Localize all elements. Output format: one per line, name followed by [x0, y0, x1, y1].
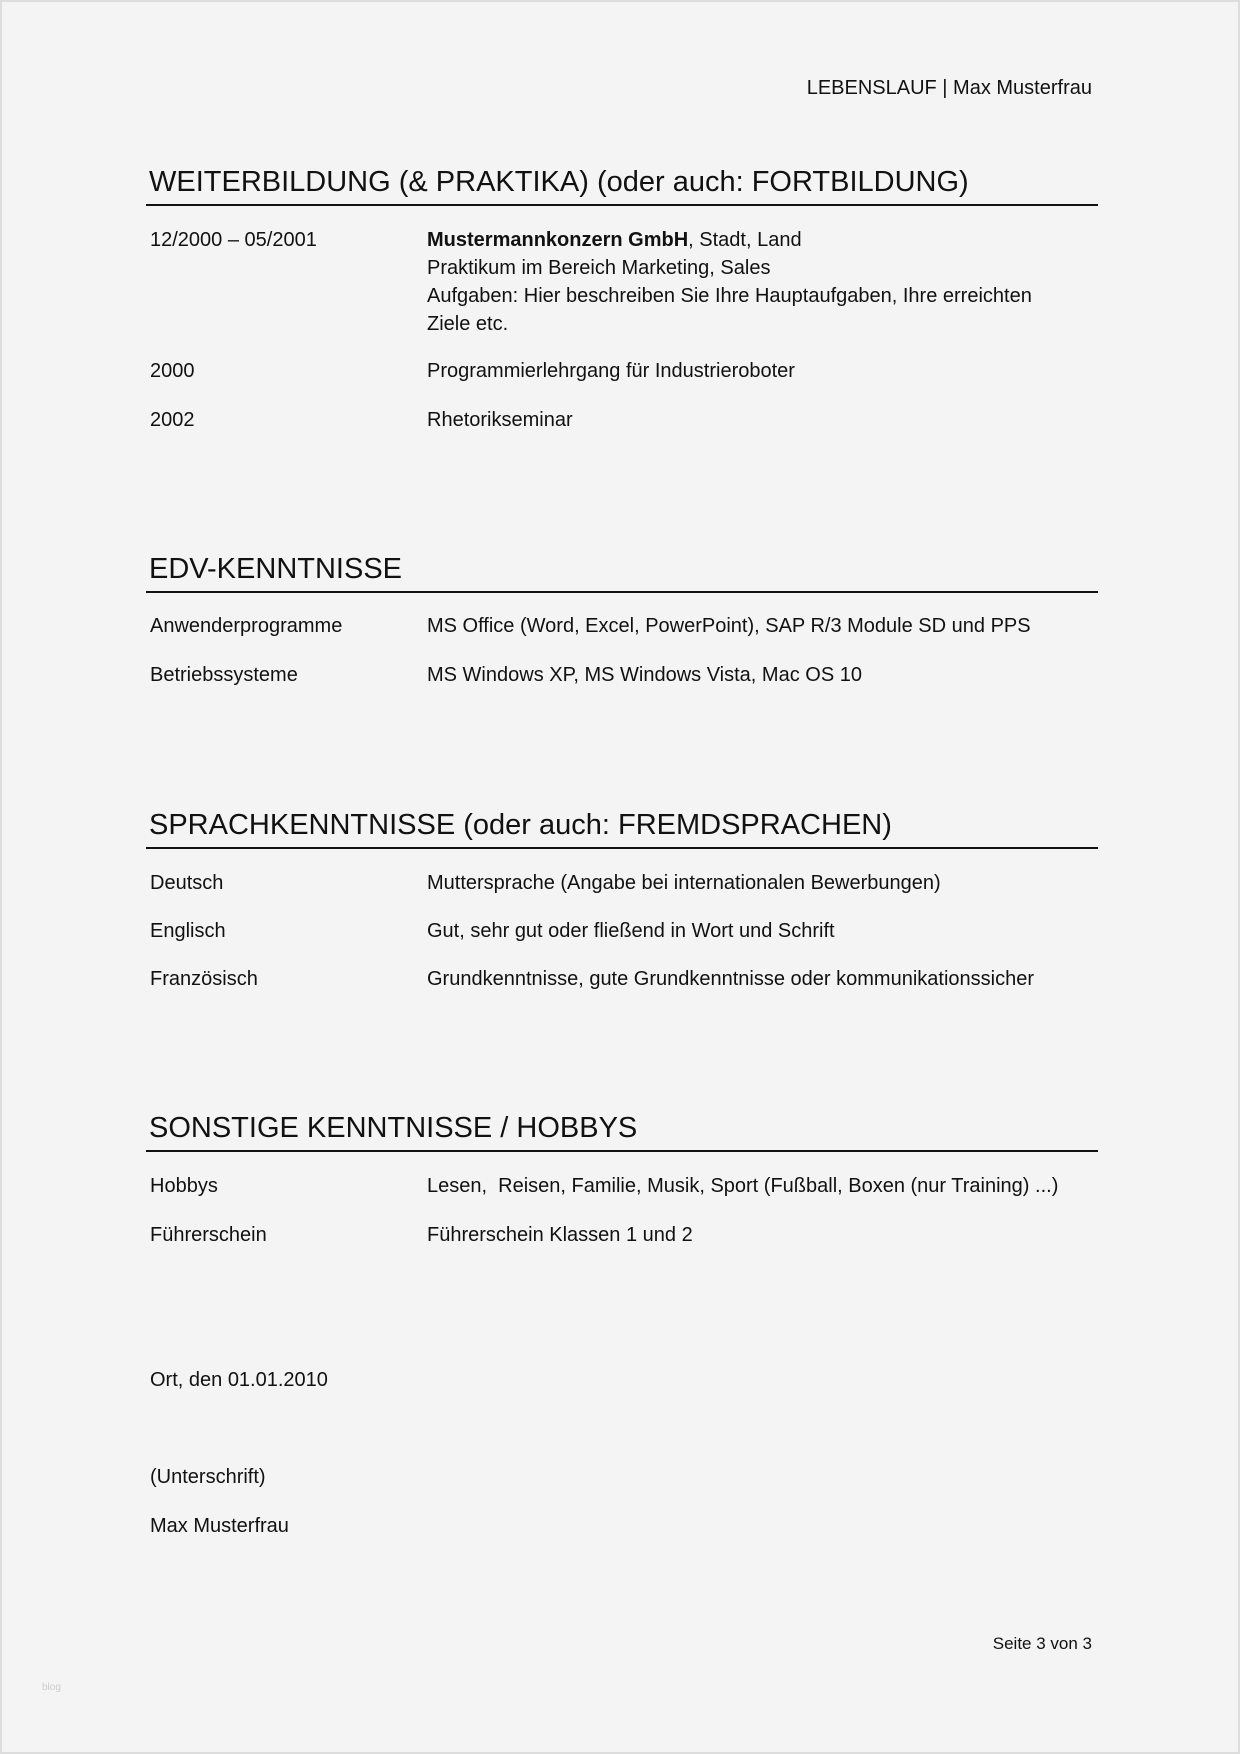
row-value: Rhetorikseminar: [427, 409, 573, 431]
row-label: Deutsch: [150, 872, 224, 894]
section-title-edv: EDV-KENNTNISSE: [149, 553, 402, 585]
row-label: Betriebssysteme: [150, 664, 298, 686]
row-label: 2002: [150, 409, 195, 431]
company-name: Mustermannkonzern GmbH: [427, 229, 689, 251]
section-title-sprachkenntnisse: SPRACHKENNTNISSE (oder auch: FREMDSPRACHEN): [149, 809, 892, 841]
row-line: Praktikum im Bereich Marketing, Sales: [427, 257, 771, 279]
row-value: MS Windows XP, MS Windows Vista, Mac OS 10: [427, 664, 862, 686]
section-divider: [146, 591, 1098, 593]
row-value: Muttersprache (Angabe bei internationalen Bewerbungen): [427, 872, 941, 894]
row-value: Gut, sehr gut oder fließend in Wort und Schrift: [427, 920, 835, 942]
section-title-sonstige: SONSTIGE KENNTNISSE / HOBBYS: [149, 1112, 638, 1144]
page-number: Seite 3 von 3: [992, 1634, 1092, 1653]
row-value: Lesen, Reisen, Familie, Musik, Sport (Fußball, Boxen (nur Training) ...): [427, 1175, 1059, 1197]
row-label: 2000: [150, 360, 195, 382]
row-label: 12/2000 – 05/2001: [150, 229, 317, 251]
row-company: [427, 228, 802, 252]
section-divider: [146, 847, 1098, 849]
row-label: Englisch: [150, 920, 226, 942]
row-label: Anwenderprogramme: [150, 615, 343, 637]
signature-placeholder: (Unterschrift): [150, 1466, 266, 1488]
watermark: blog: [42, 1682, 61, 1693]
row-value: Programmierlehrgang für Industrieroboter: [427, 360, 795, 382]
row-line: Aufgaben: Hier beschreiben Sie Ihre Hauptaufgaben, Ihre erreichten: [427, 285, 1032, 307]
place-date: Ort, den 01.01.2010: [150, 1369, 328, 1391]
row-line: Ziele etc.: [427, 313, 509, 335]
section-divider: [146, 204, 1098, 206]
row-label: Führerschein: [150, 1224, 267, 1246]
company-location: , Stadt, Land: [688, 229, 802, 251]
signer-name: Max Musterfrau: [150, 1515, 289, 1537]
section-title-weiterbildung: WEITERBILDUNG (& PRAKTIKA) (oder auch: FORTBILDUNG): [149, 166, 969, 198]
row-label: Französisch: [150, 968, 258, 990]
section-divider: [146, 1150, 1098, 1152]
page-header: LEBENSLAUF | Max Musterfrau: [806, 77, 1092, 99]
row-value: Grundkenntnisse, gute Grundkenntnisse oder kommunikationssicher: [427, 968, 1034, 990]
row-value: MS Office (Word, Excel, PowerPoint), SAP R/3 Module SD und PPS: [427, 615, 1031, 637]
row-label: Hobbys: [150, 1175, 218, 1197]
row-value: Führerschein Klassen 1 und 2: [427, 1224, 693, 1246]
